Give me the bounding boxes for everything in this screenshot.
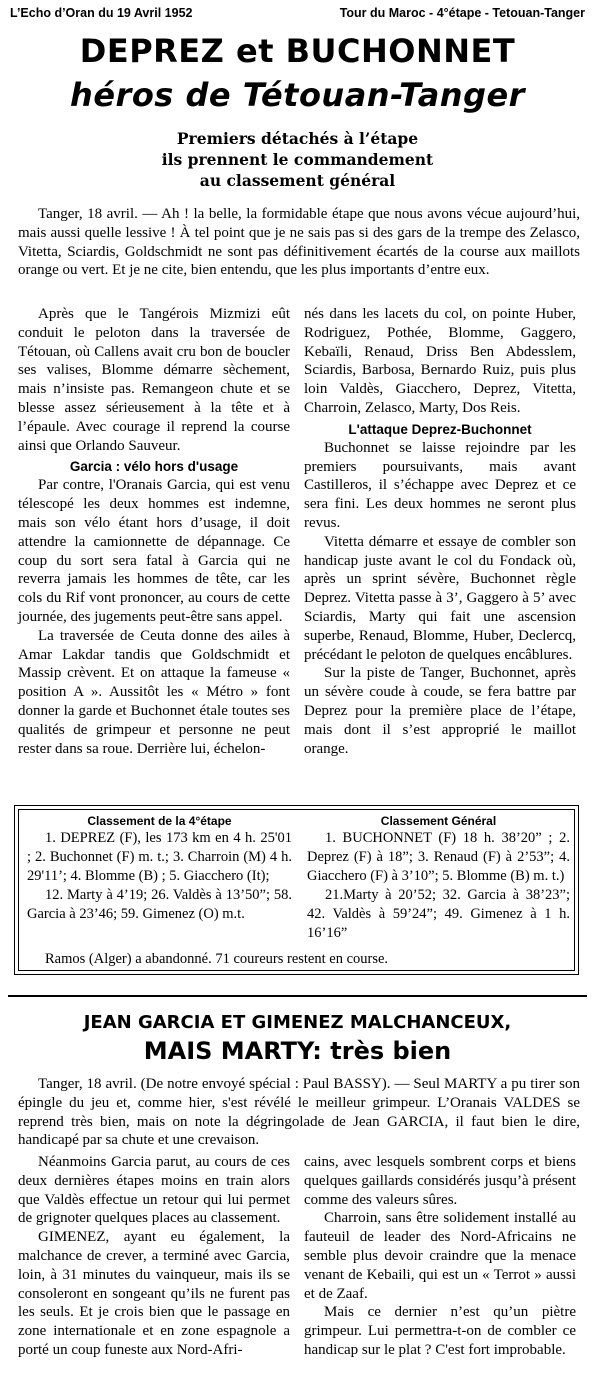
col1-paragraph-3: La traversée de Ceuta donne des ailes à Amar Lakdar tandis que Goldschmidt et Massip crèvent. Et on attaque la fameuse « position A ». Aussitôt les « Métro » font donner la garde et Buchonnet étale toutes ses qualités de grimpeur et personne ne peut rester dans sa roue. Derrière lui, échelon- xyxy=(18,627,290,757)
article-column-2 xyxy=(304,305,576,758)
subheadline xyxy=(0,128,595,191)
second-lead-paragraph xyxy=(18,1075,580,1150)
general-standings xyxy=(307,813,570,943)
second-col2-paragraph-2: Charroin, sans être solidement installé au fauteuil de leader des Nord-Africains ne semble plus devoir craindre que la menace venant de Kebaili, qui est un « Terrot » aussi et de Zaaf. xyxy=(304,1210,576,1302)
second-article-column-2 xyxy=(304,1153,576,1360)
general-standings-heading: Classement Général xyxy=(380,814,497,828)
second-lead-text: Tanger, 18 avril. (De notre envoyé spécial : Paul BASSY). — Seul MARTY a pu tirer son épingle du jeu et, comme hier, s'est révélé le meilleur grimpeur. L’Oranais VALDES se reprend très bien, mais on note la dégringolade de Jean GARCIA, il faut bien le dire, handicapé par sa chute et une crevaison. xyxy=(18,1076,580,1149)
general-standings-others: 21.Marty à 20’52; 32. Garcia à 38’23”; 42. Valdès à 59’24”; 49. Gimenez à 1 h. 16’16” xyxy=(307,887,570,941)
lead-text: Tanger, 18 avril. — Ah ! la belle, la formidable étape que nous avons vécue aujourd’hui, mais aussi quelle lessive ! À tel point que je ne sais pas si des gars de la trempe des Zelasco, Vitetta, Sciardis, Goldschmidt ne sont pas définitivement écartés de la course aux maillots orange ou vert. Et je ne cite, bien entendu, que les plus importants d’entre eux. xyxy=(18,206,580,279)
col2-paragraph-2: Buchonnet se laisse rejoindre par les premiers poursuivants, mais avant Castilleros, il s’échappe avec Deprez et ce sera fini. Les deux hommes ne seront plus revus. xyxy=(304,439,576,531)
col1-paragraph-2: Par contre, l'Oranais Garcia, qui est venu télescopé les deux hommes est indemne, mais son vélo étant hors d’usage, il doit attendre la camionnette de dépannage. Ce coup du sort sera fatal à Garcia qui ne reverra jamais les hommes de tête, car les cols du Rif vont prononcer, au cours de cette journée, des jugements peut-être sans appel. xyxy=(18,477,290,625)
headline-line-1: DEPREZ et BUCHONNET xyxy=(79,32,516,70)
stage-standings xyxy=(27,813,292,924)
subheadline-line-1: Premiers détachés à l’étape xyxy=(176,129,419,148)
second-headline-line-1: JEAN GARCIA ET GIMENEZ MALCHANCEUX, xyxy=(83,1012,512,1033)
col1-paragraph-1: Après que le Tangérois Mizmizi eût conduit le peloton dans la traversée de Tétouan, où Callens avait cru bon de boucler ses valises, Blomme démarre sèchement, mais n’insiste pas. Remangeon chute et se blesse assez sérieusement à la tête et à l’épaule. Avec courage il reprend la course ainsi que Orlando Sauveur. xyxy=(18,306,290,454)
second-headline-line-2: MAIS MARTY: très bien xyxy=(143,1037,452,1065)
headline-line-2: héros de Tétouan-Tanger xyxy=(70,76,525,114)
stage-standings-others: 12. Marty à 4’19; 26. Valdès à 13’50”; 58. Garcia à 23’46; 59. Gimenez (O) m.t. xyxy=(27,887,292,922)
col2-subheading: L'attaque Deprez-Buchonnet xyxy=(348,421,532,437)
subheadline-line-3: au classement général xyxy=(199,171,396,190)
second-col1-paragraph-1: Néanmoins Garcia parut, au cours de ces deux dernières étapes moins en train alors que Valdès effectue un retour qui lui permet de grignoter quelques places au classement. xyxy=(18,1154,290,1227)
col2-paragraph-4: Sur la piste de Tanger, Buchonnet, après un sévère coude à coude, se fera battre par Deprez pour la première place de l’étape, mais dont il s’est approprié le maillot orange. xyxy=(304,665,576,757)
race-stage-label: Tour du Maroc - 4°étape - Tetouan-Tanger xyxy=(339,6,585,20)
subheadline-line-2: ils prennent le commandement xyxy=(161,150,434,169)
general-standings-top5: 1. BUCHONNET (F) 18 h. 38’20” ; 2. Deprez (F) à 18”; 3. Renaud (F) à 2’53”; 4. Giacchero (F) à 3’10”; 5. Blomme (B) m. t.) xyxy=(307,830,570,884)
abandon-note: Ramos (Alger) a abandonné. 71 coureurs restent en course. xyxy=(45,951,389,967)
section-divider xyxy=(8,995,587,997)
page-header xyxy=(10,6,585,24)
col1-subheading: Garcia : vélo hors d'usage xyxy=(69,459,239,475)
standings-box xyxy=(14,805,579,975)
standings-footer xyxy=(45,950,565,969)
second-col2-paragraph-1: cains, avec lesquels sombrent corps et biens quelques gaillards considérés jusqu’à présent comme des valeurs sûres. xyxy=(304,1154,576,1208)
newspaper-date: L’Echo d’Oran du 19 Avril 1952 xyxy=(10,6,193,20)
col2-paragraph-3: Vitetta démarre et essaye de combler son handicap juste avant le col du Fondack où, après un sprint sévère, Buchonnet règle Deprez. Vitetta passe à 3’, Gaggero à 5’ avec Sciardis, Marty qui fait une ascension superbe, Renaud, Blomme, Huber, Declercq, précédant le peloton de quelques encâblures. xyxy=(304,533,576,663)
second-col1-paragraph-2: GIMENEZ, ayant eu également, la malchance de crever, a terminé avec Garcia, loin, à 31 minutes du vainqueur, mais ils se consoleront en songeant qu’ils ne furent pas les seuls. Et je crois bien que le passage en zone internationale et en zone espagnole a porté un coup funeste aux Nord-Afri- xyxy=(18,1229,290,1358)
second-article-column-1 xyxy=(18,1153,290,1360)
col2-paragraph-1: nés dans les lacets du col, on pointe Huber, Rodriguez, Pothée, Blomme, Gaggero, Kebaïli, Renaud, Driss Ben Abdesslem, Sciardis, Barbosa, Bernardo Ruiz, puis plus loin Valdès, Giacchero, Deprez, Vitetta, Charroin, Zelasco, Marty, Dos Reis. xyxy=(304,306,576,416)
second-col2-paragraph-3: Mais ce dernier n’est qu’un piètre grimpeur. Lui permettra-t-on de combler ce handicap sur le plat ? C'est fort improbable. xyxy=(304,1304,576,1358)
stage-standings-heading: Classement de la 4°étape xyxy=(87,814,232,828)
standings-inner-frame xyxy=(18,809,575,971)
article-column-1 xyxy=(18,305,290,758)
lead-paragraph xyxy=(18,205,580,280)
stage-standings-top5: 1. DEPREZ (F), les 173 km en 4 h. 25'01 ; 2. Buchonnet (F) m. t.; 3. Charroin (M) 4 h. 29'11’; 4. Blomme (B) ; 5. Giacchero (It); xyxy=(27,830,292,884)
